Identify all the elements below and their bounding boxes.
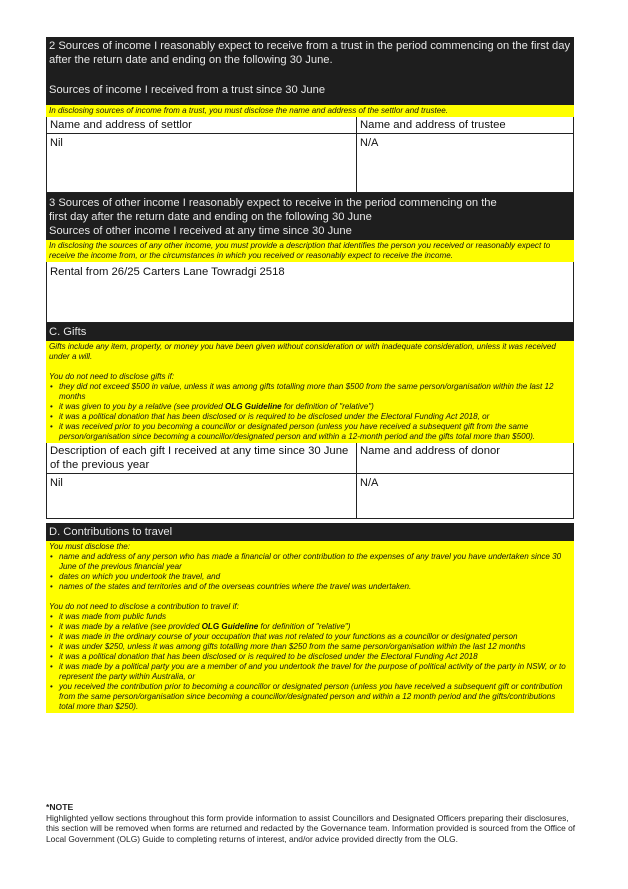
- trustee-value[interactable]: N/A: [360, 137, 379, 149]
- note-text: Highlighted yellow sections throughout this form provide information to assist Councillors and Designated Officers preparing their disclosures, this section will be removed when forms are returned and redacted by the Governance team. Information provided is sourced from the Office of Local Government (OLG) Guide to completing returns of interest, and/or advice provided directly from the OLG.: [46, 813, 576, 844]
- section2-table-header: [46, 117, 574, 134]
- travel-exemption-list: [49, 612, 571, 712]
- travel-exemption-item: • it was made in the ordinary course of your occupation that was not related to your functions as a councillor or designated person: [49, 632, 571, 642]
- other-income-value[interactable]: Rental from 26/25 Carters Lane Towradgi 2518: [46, 262, 574, 323]
- travel-must: You must disclose the:: [49, 542, 130, 551]
- travel-exemption-item: • it was made by a relative (see provided OLG Guideline for definition of "relative"): [49, 622, 571, 632]
- olg-guideline-ref: OLG Guideline: [201, 622, 259, 631]
- footer-note: [46, 802, 576, 844]
- travel-exemption-item: • it was under $250, unless it was among gifts totalling more than $250 from the same person/organisation within the last 12 months: [49, 642, 571, 652]
- gifts-exemption-list: [49, 382, 571, 442]
- settlor-value[interactable]: Nil: [47, 134, 357, 192]
- travel-guidance: [46, 541, 574, 713]
- travel-must-item: • dates on which you undertook the travel, and: [49, 572, 571, 582]
- disclosure-form: [46, 37, 574, 713]
- gifts-exemption-item: • it was given to you by a relative (see provided OLG Guideline for definition of "relative"): [49, 402, 571, 412]
- note-title: *NOTE: [46, 802, 74, 812]
- section2-table-row: [46, 134, 574, 193]
- travel-exemption-item: • it was made by a political party you are a member of and you undertook the travel for the purpose of political activity of the party in NSW, or to represent the party within Australia, or: [49, 662, 571, 682]
- gifts-exemption-item: • they did not exceed $500 in value, unless it was among gifts totalling more than $500 from the same person/organisation within the last 12 months: [49, 382, 571, 402]
- section2-subheading: Sources of income I received from a trust since 30 June: [49, 84, 326, 96]
- olg-guideline-ref: OLG Guideline: [225, 402, 282, 411]
- donor-header: Name and address of donor: [360, 445, 501, 457]
- travel-must-list: [49, 552, 571, 592]
- travel-must-item: • name and address of any person who has made a financial or other contribution to the expenses of any travel you have undertaken since 30 June of the previous financial year: [49, 552, 571, 572]
- section2-heading-text: 2 Sources of income I reasonably expect to receive from a trust in the period commencing on the first day after the return date and ending on the following 30 June.: [49, 40, 571, 66]
- gifts-exemption-item: • it was received prior to you becoming a councillor or designated person (unless you have received a subsequent gift from the same person/organisation since becoming a councillor/designated person and within a 12-month period and the gifts total more than $500).: [49, 422, 571, 442]
- section3-heading-line1: 3 Sources of other income I reasonably expect to receive in the period commencing on the: [49, 197, 497, 209]
- travel-exemption-item: • it was made from public funds: [49, 612, 571, 622]
- travel-heading: D. Contributions to travel: [46, 523, 574, 541]
- donor-value[interactable]: N/A: [360, 477, 379, 489]
- gifts-heading: C. Gifts: [46, 323, 574, 341]
- gifts-not-disclose: You do not need to disclose gifts if:: [49, 372, 175, 381]
- section3-heading-line2: first day after the return date and ending on the following 30 June: [49, 211, 372, 223]
- section3-heading-line3: Sources of other income I received at any time since 30 June: [49, 225, 352, 237]
- section3-heading: [46, 193, 574, 240]
- travel-not-disclose: You do not need to disclose a contribution to travel if:: [49, 602, 239, 611]
- travel-exemption-item: • it was a political donation that has been disclosed or is required to be disclosed under the Electoral Funding Act 2018: [49, 652, 571, 662]
- gifts-guidance: [46, 341, 574, 443]
- gift-description-header: Description of each gift I received at any time since 30 June of the previous year: [47, 443, 357, 473]
- trustee-header: Name and address of trustee: [360, 119, 506, 131]
- gift-description-value[interactable]: Nil: [47, 474, 357, 518]
- gifts-table-header: [46, 443, 574, 474]
- gifts-exemption-item: • it was a political donation that has been disclosed or is required to be disclosed under the Electoral Funding Act 2018, or: [49, 412, 571, 422]
- settlor-header: Name and address of settlor: [47, 117, 357, 133]
- gifts-table-row: [46, 474, 574, 519]
- section2-heading: [46, 37, 574, 105]
- travel-exemption-item: • you received the contribution prior to becoming a councillor or designated person (unless you have received a subsequent gift or contribution from the same person/organisation since becoming a councillor/designated person and within a 12 month period and the gifts/contributions total more than $250).: [49, 682, 571, 712]
- section2-guidance: In disclosing sources of income from a trust, you must disclose the name and address of the settlor and trustee.: [46, 105, 574, 117]
- gifts-intro: Gifts include any item, property, or money you have been given without consideration or with inadequate consideration, unless it was received under a will.: [49, 342, 556, 361]
- section3-guidance: In disclosing the sources of any other income, you must provide a description that identifies the person you received or reasonably expect to receive the income from, or the circumstances in which you received or reasonably expect to receive the income.: [46, 240, 574, 262]
- travel-must-item: • names of the states and territories and of the overseas countries where the travel was undertaken.: [49, 582, 571, 592]
